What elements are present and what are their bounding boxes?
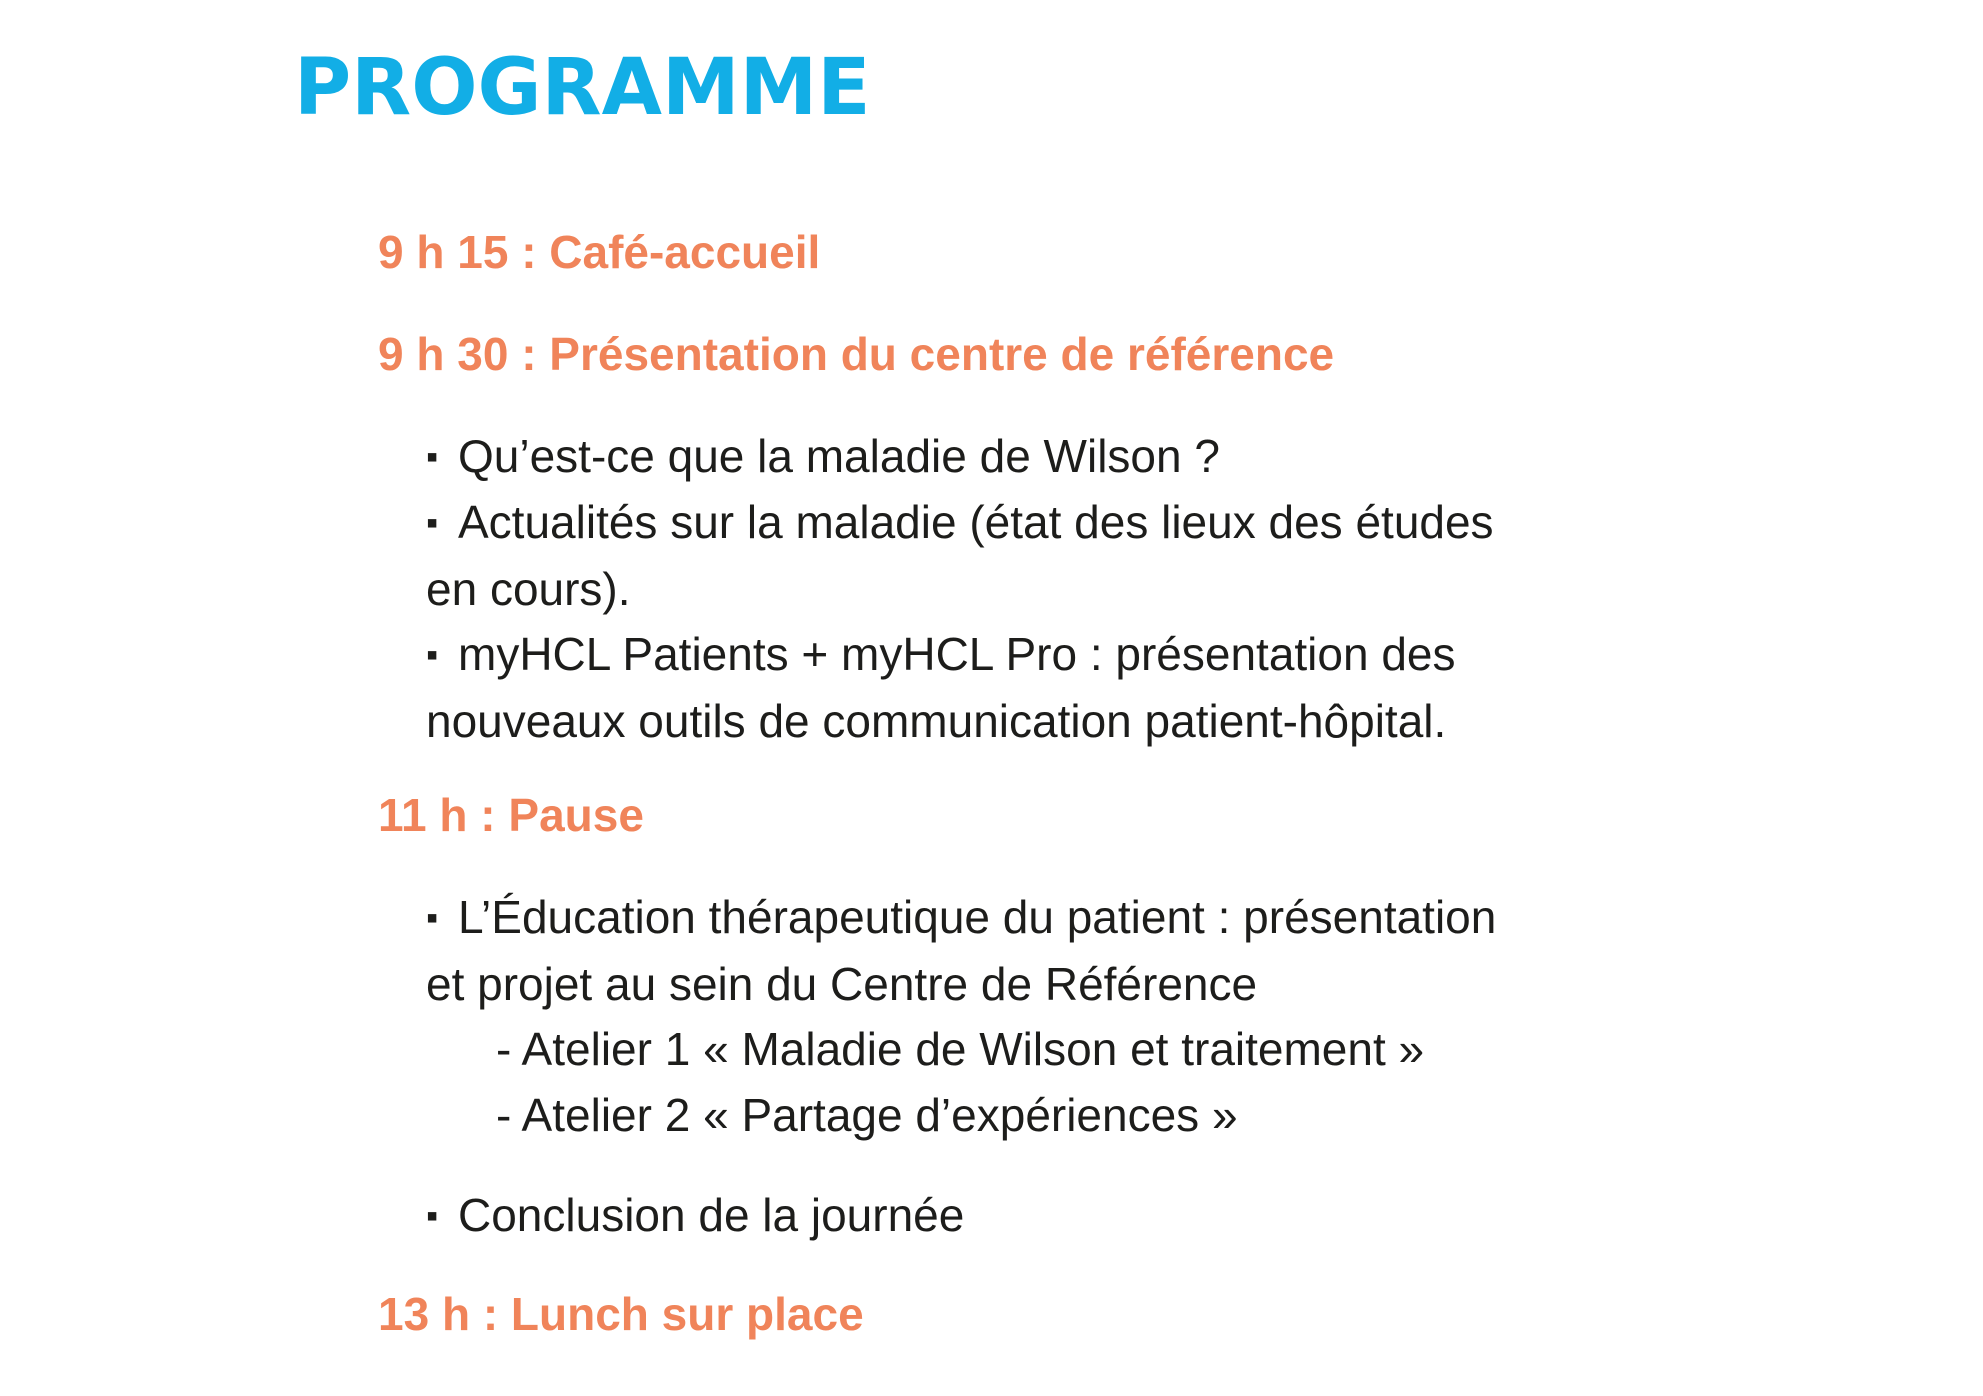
bullet-icon: ▪ bbox=[426, 504, 439, 542]
slot-heading-lunch: 13 h : Lunch sur place bbox=[378, 1288, 864, 1340]
list-item-wilson bbox=[426, 423, 1220, 490]
item-line: Actualités sur la maladie (état des lieux des études bbox=[458, 496, 1494, 548]
sub-item-atelier-2: - Atelier 2 « Partage d’expériences » bbox=[496, 1089, 1238, 1141]
bullet-icon: ▪ bbox=[426, 899, 439, 937]
bullet-icon: ▪ bbox=[426, 636, 439, 674]
slot-heading-pause: 11 h : Pause bbox=[378, 789, 644, 841]
item-line: Conclusion de la journée bbox=[458, 1189, 965, 1241]
bullet-icon: ▪ bbox=[426, 1197, 439, 1235]
page-title: PROGRAMME bbox=[294, 43, 871, 133]
list-item-conclusion bbox=[426, 1182, 964, 1249]
list-item-myhcl bbox=[426, 621, 1456, 754]
sub-item-atelier-1: - Atelier 1 « Maladie de Wilson et traitement » bbox=[496, 1023, 1425, 1075]
list-item-education bbox=[426, 884, 1496, 1017]
item-line: et projet au sein du Centre de Référence bbox=[426, 958, 1258, 1010]
slot-heading-presentation: 9 h 30 : Présentation du centre de référence bbox=[378, 328, 1335, 380]
item-line: Qu’est-ce que la maladie de Wilson ? bbox=[458, 430, 1220, 482]
item-line: en cours). bbox=[426, 563, 631, 615]
item-line: myHCL Patients + myHCL Pro : présentation des bbox=[458, 628, 1456, 680]
list-item-actualites bbox=[426, 489, 1494, 622]
item-line: L’Éducation thérapeutique du patient : présentation bbox=[458, 891, 1497, 943]
item-line: nouveaux outils de communication patient-hôpital. bbox=[426, 695, 1447, 747]
bullet-icon: ▪ bbox=[426, 438, 439, 476]
slot-heading-cafe-accueil: 9 h 15 : Café-accueil bbox=[378, 226, 821, 278]
